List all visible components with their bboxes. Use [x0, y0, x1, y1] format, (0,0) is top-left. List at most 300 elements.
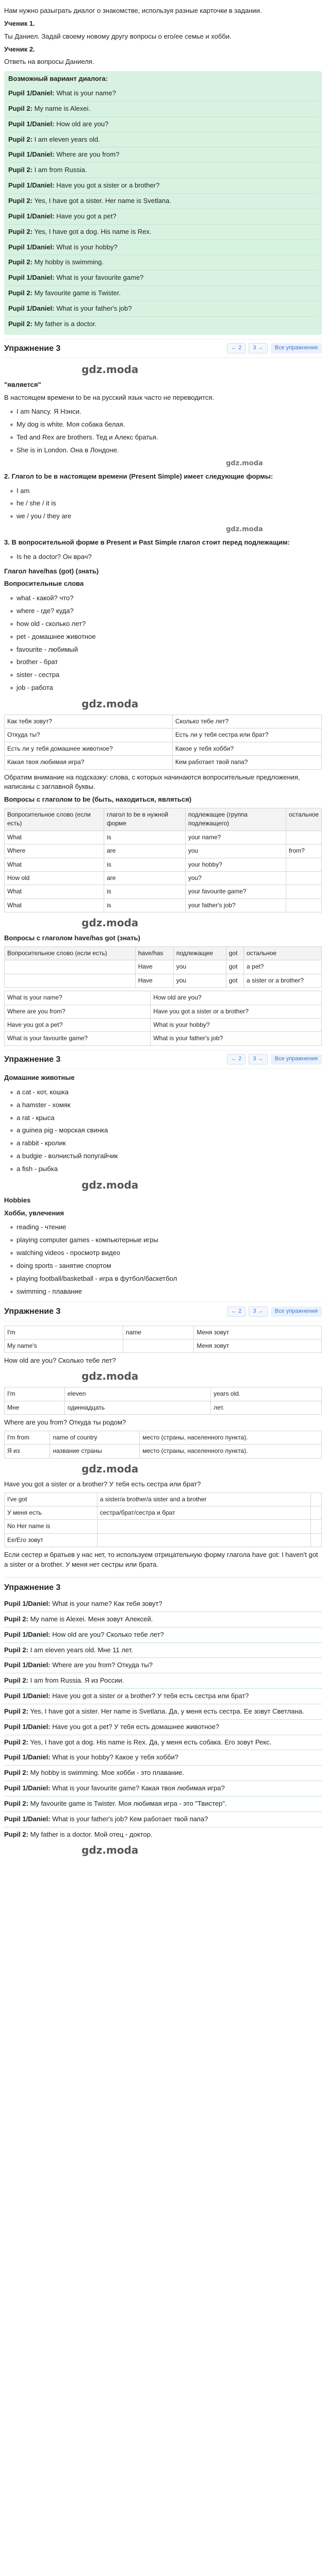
table-cell: What is your favourite game? [5, 1032, 151, 1045]
dialog-text: What is your name? [56, 89, 116, 97]
speaker-label: Pupil 1/Daniel: [8, 212, 55, 220]
answer-table-name [4, 1326, 322, 1353]
table-header-cell: подлежащее [173, 947, 226, 960]
table-row [5, 885, 322, 899]
exercise-title: Упражнение 3 [4, 344, 61, 353]
dialog-line [8, 301, 318, 317]
prev-button[interactable]: ← 2 [227, 1054, 246, 1064]
table-cell: Есть ли у тебя домашнее животное? [5, 742, 173, 755]
table-cell: your hobby? [185, 858, 286, 871]
speaker-label: Pupil 2: [8, 104, 32, 112]
watermark-small: gdz.moda [226, 526, 263, 534]
table-row [5, 1019, 322, 1032]
watermark-small: gdz.moda [226, 459, 263, 467]
speaker-label: Pupil 2: [4, 1615, 28, 1623]
pager [227, 1307, 322, 1317]
table-row [5, 1387, 322, 1401]
table-cell: is [104, 858, 185, 871]
table-cell: место (страны, населенного пункта). [140, 1445, 322, 1458]
list-item: watching videos - просмотр видео [9, 1247, 322, 1260]
pets-title: Домашние животные [4, 1073, 75, 1081]
table-row [5, 991, 322, 1005]
list-item: pet - домашнее животное [9, 631, 322, 643]
table-cell [97, 1520, 311, 1533]
speaker-label: Pupil 2: [4, 1676, 28, 1685]
table-cell: your father's job? [185, 899, 286, 912]
dialog-line [4, 1735, 322, 1751]
dialog-line [8, 101, 318, 117]
dialog-line [4, 1750, 322, 1766]
table-cell: Есть ли у тебя сестра или брат? [172, 728, 321, 742]
table-cell: your name? [185, 831, 286, 844]
table-cell: Сколько тебе лет? [172, 715, 321, 728]
s4-q2: Where are you from? Откуда ты родом? [4, 1418, 126, 1427]
speaker-label: Pupil 2: [8, 289, 32, 297]
dialog-line [8, 163, 318, 178]
task2-text: Ответь на вопросы Даниеля. [4, 58, 94, 66]
speaker-label: Pupil 2: [8, 227, 32, 235]
dialog-line [8, 317, 318, 332]
table-cell [97, 1533, 311, 1547]
list-item: where - где? куда? [9, 605, 322, 618]
tobe-title: Вопросы с глаголом to be (быть, находиться, являться) [4, 795, 192, 804]
exercise-nav [4, 339, 322, 358]
dialog-text: Yes, I have got a sister. Her name is Svetlana. Да, у меня есть сестра. Ее зовут Светлана. [30, 1707, 304, 1715]
list-item: My dog is white. Моя собака белая. [9, 418, 322, 431]
all-exercises-button[interactable]: Все упражнения [271, 1054, 322, 1064]
watermark-logo: gdz.moda [82, 917, 139, 929]
dialog-text: My favourite game is Twister. [34, 289, 121, 297]
speaker-label: Pupil 2: [4, 1738, 28, 1746]
table-row [5, 899, 322, 912]
table-row [5, 1493, 322, 1506]
answer-table-siblings [4, 1493, 322, 1548]
table-cell: Have you got a sister or a brother? [151, 1005, 322, 1018]
table-cell: Как тебя зовут? [5, 715, 173, 728]
dialog-line [4, 1628, 322, 1643]
table-cell: Какое у тебя хобби? [172, 742, 321, 755]
table-header-row [5, 947, 322, 960]
table-cell: What [5, 858, 104, 871]
next-button[interactable]: 3 → [249, 1054, 267, 1064]
s4-q1: How old are you? Сколько тебе лет? [4, 1357, 116, 1365]
table-cell: Where are you from? [5, 1005, 151, 1018]
answer-table-country [4, 1431, 322, 1459]
dialog-line [8, 286, 318, 301]
s2-p2: 2. Глагол to be в настоящем времени (Present Simple) имеет следующие формы: [4, 472, 273, 480]
table-cell: What [5, 831, 104, 844]
words-list [9, 592, 322, 694]
dialog-text: I am from Russia. [34, 166, 87, 174]
hobbies-list [9, 1221, 322, 1298]
list-item: I am [9, 485, 322, 498]
table-row [5, 1506, 322, 1519]
speaker-label: Pupil 2: [4, 1707, 28, 1715]
dialog-line [8, 225, 318, 240]
table-cell: your favourite game? [185, 885, 286, 899]
table-row [5, 728, 322, 742]
table-cell: you [173, 974, 226, 987]
s4-q3: Have you got a sister or a brother? У тебя есть сестра или брат? [4, 1480, 201, 1488]
dialog-line [4, 1643, 322, 1658]
table-cell: одиннадцать [64, 1401, 210, 1414]
forms-list [9, 485, 322, 523]
table-row [5, 974, 322, 987]
speaker-label: Pupil 2: [8, 196, 32, 205]
table-row [5, 872, 322, 885]
table-cell [286, 831, 322, 844]
speaker-label: Pupil 1/Daniel: [4, 1599, 51, 1607]
dialog-line [8, 194, 318, 209]
dialog-text: I am from Russia. Я из России. [30, 1676, 124, 1685]
table-cell: Я из [5, 1445, 50, 1458]
table-cell: from? [286, 844, 322, 858]
list-item: playing computer games - компьютерные игры [9, 1234, 322, 1247]
dialog-line [4, 1781, 322, 1797]
table-cell: a sister/a brother/a sister and a brother [97, 1493, 311, 1506]
table-cell: is [104, 885, 185, 899]
table-cell: you? [185, 872, 286, 885]
watermark-logo: gdz.moda [82, 1462, 139, 1475]
table-header-cell: остальное [286, 808, 322, 831]
table-cell: Кем работает твой папа? [172, 756, 321, 769]
speaker-label: Pupil 1/Daniel: [8, 120, 55, 128]
speaker-label: Pupil 1/Daniel: [4, 1722, 51, 1731]
answer-table-age [4, 1387, 322, 1415]
dialog-line [8, 240, 318, 256]
table-row [5, 858, 322, 871]
pets-list [9, 1086, 322, 1176]
table-cell: лет. [211, 1401, 322, 1414]
table-cell: I'm [5, 1387, 65, 1401]
dialog-line [8, 117, 318, 132]
speaker-label: Pupil 2: [8, 166, 32, 174]
table-cell: a pet? [244, 960, 322, 974]
list-item: job - работа [9, 682, 322, 694]
speaker-label: Pupil 1/Daniel: [4, 1753, 51, 1761]
pager [227, 343, 322, 353]
table-row [5, 844, 322, 858]
table-cell: Какая твоя любимая игра? [5, 756, 173, 769]
dialog-line [4, 1612, 322, 1628]
table-cell: got [226, 974, 243, 987]
exercise-nav [4, 1302, 322, 1321]
list-item: I am Nancy. Я Нэнси. [9, 405, 322, 418]
table-cell: How old [5, 872, 104, 885]
dialog-text: My name is Alexei. Меня зовут Алексей. [30, 1615, 153, 1623]
s2-quote: "является" [4, 380, 41, 388]
table-cell: Откуда ты? [5, 728, 173, 742]
table-row [5, 756, 322, 769]
table-cell: How old are you? [151, 991, 322, 1005]
hobbies-title: Hobbies [4, 1196, 31, 1204]
table-row [5, 742, 322, 755]
list-item: a hamster - хомяк [9, 1099, 322, 1112]
table-row [5, 715, 322, 728]
speaker-label: Pupil 2: [8, 135, 32, 143]
list-item: a cat - кот, кошка [9, 1086, 322, 1099]
task1-label: Ученик 1. [4, 19, 35, 27]
watermark-logo: gdz.moda [82, 1844, 139, 1857]
table-row [5, 1032, 322, 1045]
list-item: a rat - крыса [9, 1112, 322, 1125]
speaker-label: Pupil 2: [8, 319, 32, 328]
words-title: Вопросительные слова [4, 580, 84, 588]
speaker-label: Pupil 1/Daniel: [8, 274, 55, 282]
dialog-text: What is your favourite game? [56, 274, 144, 282]
speaker-label: Pupil 1/Daniel: [4, 1692, 51, 1700]
speaker-label: Pupil 1/Daniel: [4, 1630, 51, 1638]
table-cell: Have you got a pet? [5, 1019, 151, 1032]
speaker-label: Pupil 1/Daniel: [8, 89, 55, 97]
table-header-row [5, 808, 322, 831]
list-item: doing sports - занятие спортом [9, 1260, 322, 1273]
table-cell: Ее/Его зовут [5, 1533, 97, 1547]
task2-label: Ученик 2. [4, 45, 35, 53]
watermark-logo: gdz.moda [82, 1178, 139, 1191]
pager [227, 1054, 322, 1064]
dialog-text: Have you got a pet? У тебя есть домашнее животное? [52, 1722, 219, 1731]
dialog-text: Where are you from? Откуда ты? [52, 1661, 153, 1669]
table-row [5, 831, 322, 844]
dialog-text: What is your name? Как тебя зовут? [52, 1599, 162, 1607]
speaker-label: Pupil 2: [4, 1830, 28, 1838]
dialog-line [4, 1658, 322, 1673]
translated-dialog [4, 1597, 322, 1842]
table-cell: What is your hobby? [151, 1019, 322, 1032]
dialog-line [4, 1827, 322, 1842]
hobbies-sub: Хобби, увлечения [4, 1209, 64, 1217]
speaker-label: Pupil 2: [4, 1646, 28, 1654]
list-item: a budgie - волнистый попугайчик [9, 1150, 322, 1163]
list-item: swimming - плавание [9, 1285, 322, 1298]
have-table [4, 946, 322, 988]
all-exercises-button[interactable]: Все упражнения [271, 1307, 322, 1317]
table-cell [311, 1493, 322, 1506]
dialog-text: I am eleven years old. [34, 135, 100, 143]
table-cell: is [104, 831, 185, 844]
dialog-text: Have you got a sister or a brother? У тебя есть сестра или брат? [52, 1692, 249, 1700]
s4-note: Если сестер и братьев у нас нет, то используем отрицательную форму глагола have got: I haven't got a sister or a brother. У меня нет сестры или брата. [4, 1551, 318, 1568]
table-cell [286, 872, 322, 885]
next-button[interactable]: 3 → [249, 343, 267, 353]
table-header-cell: have/has [135, 947, 173, 960]
list-item: a rabbit - кролик [9, 1137, 322, 1150]
q-example-list [9, 551, 322, 564]
table-cell [123, 1340, 193, 1353]
table-cell: name of country [50, 1431, 140, 1444]
dialog-text: How old are you? [56, 120, 109, 128]
exercise-title: Упражнение 3 [4, 1055, 61, 1064]
table-header-cell: Вопросительное слово (если есть) [5, 947, 136, 960]
table-cell: No Her name is [5, 1520, 97, 1533]
s5-title-text: Упражнение 3 [4, 1583, 61, 1592]
table-cell: got [226, 960, 243, 974]
task1-text: Ты Даниел. Задай своему новому другу вопросы о его/ее семье и хобби. [4, 32, 232, 40]
table-cell: Мне [5, 1401, 65, 1414]
table-row [5, 1533, 322, 1547]
dialog-line [4, 1704, 322, 1720]
speaker-label: Pupil 2: [8, 258, 32, 266]
all-exercises-button[interactable]: Все упражнения [271, 343, 322, 353]
watermark-logo: gdz.moda [82, 363, 139, 376]
table-cell: a sister or a brother? [244, 974, 322, 987]
table-cell [311, 1520, 322, 1533]
dialog-text: My name is Alexei. [34, 104, 90, 112]
dialog-text: What is your favourite game? Какая твоя любимая игра? [52, 1784, 225, 1792]
table-cell [286, 899, 322, 912]
s2-p4: Обратим внимание на подсказку: слова, с которых начинаются вопросительные предложения, написаны с заглавной буквы. [4, 773, 300, 791]
dialog-line [4, 1812, 322, 1827]
dialog-line [4, 1597, 322, 1612]
intro-text: Нам нужно разыграть диалог о знакомстве, используя разные карточки в задании. [4, 7, 262, 14]
dialog-text: What is your father's job? Кем работает твой папа? [52, 1815, 208, 1823]
exercise-nav [4, 1050, 322, 1069]
tobe-table [4, 808, 322, 912]
list-item: how old - сколько лет? [9, 618, 322, 631]
dialog-line [4, 1766, 322, 1781]
dialog-text: What is your father's job? [56, 304, 132, 312]
table-cell: you [173, 960, 226, 974]
dialog-line [8, 178, 318, 194]
list-item: favourite - любимый [9, 643, 322, 656]
exercise-title: Упражнение 3 [4, 1307, 61, 1316]
dialog-text: What is your hobby? Какое у тебя хобби? [52, 1753, 178, 1761]
table-cell: My name's [5, 1340, 123, 1353]
dialog-text: Yes, I have got a dog. His name is Rex. Да, у меня есть собака. Его зовут Рекс. [30, 1738, 272, 1746]
final-questions-table [4, 991, 322, 1046]
table-cell [5, 974, 136, 987]
table-cell: What [5, 899, 104, 912]
dialog-text: My hobby is swimming. [34, 258, 104, 266]
table-cell [311, 1506, 322, 1519]
dialog-line [8, 86, 318, 101]
next-button[interactable]: 3 → [249, 1307, 267, 1317]
speaker-label: Pupil 1/Daniel: [8, 304, 55, 312]
qa-table [4, 715, 322, 770]
dialog-text: Yes, I have got a sister. Her name is Svetlana. [34, 196, 171, 205]
table-cell: место (страны, населенного пункта). [140, 1431, 322, 1444]
list-item: sister - сестра [9, 669, 322, 682]
s5-title [4, 1577, 322, 1594]
dialog-line [8, 209, 318, 225]
list-item: he / she / it is [9, 497, 322, 510]
table-cell: сестра/брат/сестра и брат [97, 1506, 311, 1519]
list-item: we / you / they are [9, 510, 322, 523]
s2-p1: В настоящем времени to be на русский язык часто не переводится. [4, 393, 215, 401]
speaker-label: Pupil 1/Daniel: [4, 1815, 51, 1823]
dialog-text: My favourite game is Twister. Моя любимая игра - это "Твистер". [30, 1799, 227, 1807]
prev-button[interactable]: ← 2 [227, 343, 246, 353]
table-cell: years old. [211, 1387, 322, 1401]
dialog-line [8, 132, 318, 148]
table-header-cell: подлежащее (группа подлежащего) [185, 808, 286, 831]
table-cell: Have [135, 960, 173, 974]
dialog-text: How old are you? Сколько тебе лет? [52, 1630, 164, 1638]
speaker-label: Pupil 1/Daniel: [4, 1661, 51, 1669]
table-cell: eleven [64, 1387, 210, 1401]
dialog-text: My hobby is swimming. Мое хобби - это плавание. [30, 1769, 185, 1777]
table-header-cell: got [226, 947, 243, 960]
dialog-line [4, 1797, 322, 1812]
dialog-text: My father is a doctor. Мой отец - доктор. [30, 1830, 153, 1838]
table-cell: Меня зовут [194, 1340, 322, 1353]
table-cell: У меня есть [5, 1506, 97, 1519]
table-cell: What is your name? [5, 991, 151, 1005]
table-row [5, 1445, 322, 1458]
dialog-line [8, 255, 318, 270]
dialog-text: Yes, I have got a dog. His name is Rex. [34, 227, 152, 235]
table-cell: название страны [50, 1445, 140, 1458]
table-cell: you [185, 844, 286, 858]
table-cell: Меня зовут [194, 1326, 322, 1339]
q-example: Is he a doctor? Он врач? [9, 551, 322, 564]
table-cell: Have [135, 974, 173, 987]
speaker-label: Pupil 1/Daniel: [4, 1784, 51, 1792]
dialog-text: Have you got a sister or a brother? [56, 181, 160, 190]
dialog-line [8, 147, 318, 163]
table-row [5, 1520, 322, 1533]
list-item: She is in London. Она в Лондоне. [9, 444, 322, 457]
table-cell [5, 960, 136, 974]
prev-button[interactable]: ← 2 [227, 1307, 246, 1317]
table-row [5, 1401, 322, 1414]
dialog-line [4, 1673, 322, 1689]
table-cell: What [5, 885, 104, 899]
dialog-line [4, 1720, 322, 1735]
speaker-label: Pupil 1/Daniel: [8, 181, 55, 190]
have-title: Вопросы с глаголом have/has got (знать) [4, 934, 140, 942]
dialog-text: What is your hobby? [56, 243, 118, 251]
list-item: what - какой? что? [9, 592, 322, 605]
dialog-box [4, 71, 322, 334]
table-header-cell: глагол to be в нужной форме [104, 808, 185, 831]
speaker-label: Pupil 1/Daniel: [8, 243, 55, 251]
table-cell [286, 858, 322, 871]
table-header-cell: остальное [244, 947, 322, 960]
speaker-label: Pupil 2: [4, 1769, 28, 1777]
watermark-logo: gdz.moda [82, 1370, 139, 1383]
speaker-label: Pupil 2: [4, 1799, 28, 1807]
list-item: Ted and Rex are brothers. Тед и Алекс братья. [9, 431, 322, 444]
dialog-text: Where are you from? [56, 150, 120, 159]
table-cell: name [123, 1326, 193, 1339]
table-cell: I'm from [5, 1431, 50, 1444]
table-cell: I've got [5, 1493, 97, 1506]
table-row [5, 960, 322, 974]
list-item: a fish - рыбка [9, 1163, 322, 1176]
s2-p3: 3. В вопросительной форме в Present и Past Simple глагол стоит перед подлежащим: [4, 538, 290, 546]
dialog-text: My father is a doctor. [34, 319, 97, 328]
list-item: playing football/basketball - игра в футбол/баскетбол [9, 1273, 322, 1285]
table-row [5, 1326, 322, 1339]
dialog-line [4, 1689, 322, 1704]
table-cell [311, 1533, 322, 1547]
table-cell [286, 885, 322, 899]
hg-title: Глагол have/has (got) (знать) [4, 567, 99, 575]
speaker-label: Pupil 1/Daniel: [8, 150, 55, 159]
table-cell: is [104, 899, 185, 912]
table-header-cell: Вопросительное слово (если есть) [5, 808, 104, 831]
dialog-line [8, 270, 318, 286]
dialog-lines [8, 86, 318, 332]
table-cell: What is your father's job? [151, 1032, 322, 1045]
dialog-heading: Возможный вариант диалога: [8, 75, 108, 83]
dialog-text: Have you got a pet? [56, 212, 117, 220]
table-row [5, 1340, 322, 1353]
table-cell: Where [5, 844, 104, 858]
table-cell: are [104, 872, 185, 885]
